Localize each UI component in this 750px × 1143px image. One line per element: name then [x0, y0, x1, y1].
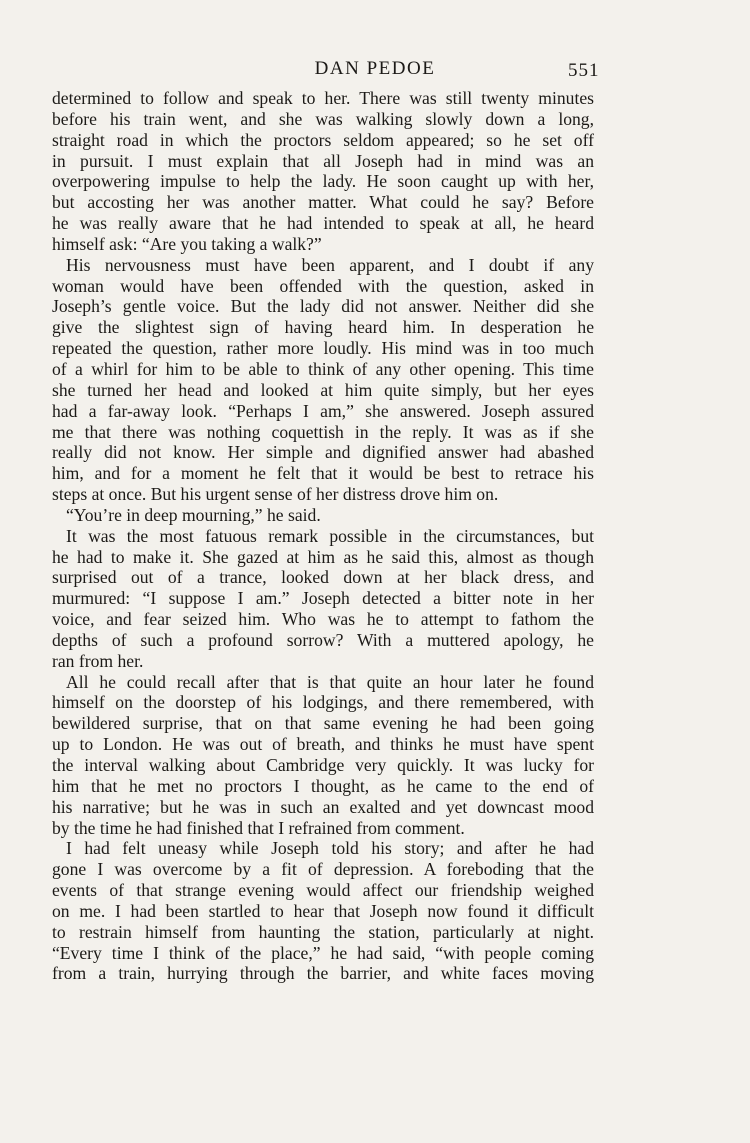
- text-line: to restrain himself from haunting the station, particularly at night.: [52, 921, 594, 942]
- text-line: “Every time I think of the place,” he had said, “with people coming: [52, 942, 594, 963]
- text-line: overpowering impulse to help the lady. He soon caught up with her,: [52, 171, 594, 192]
- text-line: surprised out of a trance, looked down at her black dress, and: [52, 567, 594, 588]
- text-line: voice, and fear seized him. Who was he to attempt to fathom the: [52, 609, 594, 630]
- text-line: but accosting her was another matter. What could he say? Before: [52, 192, 594, 213]
- text-line: really did not know. Her simple and dignified answer had abashed: [52, 442, 594, 463]
- text-line: depths of such a profound sorrow? With a muttered apology, he: [52, 629, 594, 650]
- text-line: from a train, hurrying through the barrier, and white faces moving: [52, 963, 594, 984]
- text-line: before his train went, and she was walking slowly down a long,: [52, 108, 594, 129]
- text-line: ran from her.: [52, 650, 144, 671]
- text-line: him that he met no proctors I thought, as he came to the end of: [52, 775, 594, 796]
- text-line: give the slightest sign of having heard him. In desperation he: [52, 317, 594, 338]
- text-line: straight road in which the proctors seldom appeared; so he set off: [52, 129, 594, 150]
- text-line: “You’re in deep mourning,” he said.: [66, 504, 321, 525]
- text-line: up to London. He was out of breath, and thinks he must have spent: [52, 734, 594, 755]
- text-line: had a far-away look. “Perhaps I am,” she answered. Joseph assured: [52, 400, 594, 421]
- text-line: the interval walking about Cambridge very quickly. It was lucky for: [52, 755, 594, 775]
- text-line: on me. I had been startled to hear that Joseph now found it difficult: [52, 900, 594, 921]
- text-line: in pursuit. I must explain that all Joseph had in mind was an: [52, 150, 594, 171]
- text-line: bewildered surprise, that on that same evening he had been going: [52, 713, 594, 734]
- text-line: Joseph’s gentle voice. But the lady did not answer. Neither did she: [52, 296, 594, 317]
- text-line: he had to make it. She gazed at him as he said this, almost as though: [52, 546, 594, 567]
- text-line: of a whirl for him to be able to think of any other opening. This time: [52, 358, 594, 379]
- text-line: woman would have been offended with the question, asked in: [52, 275, 594, 296]
- text-line: his narrative; but he was in such an exalted and yet downcast mood: [52, 796, 594, 817]
- text-line: him, and for a moment he felt that it would be best to retrace his: [52, 463, 594, 484]
- text-line: repeated the question, rather more loudly. His mind was in too much: [52, 338, 594, 359]
- text-line: murmured: “I suppose I am.” Joseph detected a bitter note in her: [52, 588, 594, 609]
- text-line: by the time he had finished that I refrained from comment.: [52, 817, 465, 838]
- text-line: determined to follow and speak to her. There was still twenty minutes: [52, 88, 594, 108]
- text-line: she turned her head and looked at him quite simply, but her eyes: [52, 379, 594, 400]
- text-line: events of that strange evening would affect our friendship weighed: [52, 880, 594, 901]
- text-line: himself on the doorstep of his lodgings, and there remembered, with: [52, 692, 594, 713]
- text-line: It was the most fatuous remark possible in the circumstances, but: [66, 525, 594, 546]
- text-line: he was really aware that he had intended to speak at all, he heard: [52, 213, 594, 234]
- page-number: 551: [568, 60, 600, 81]
- body-text: [52, 88, 594, 984]
- text-line: His nervousness must have been apparent, and I doubt if any: [66, 254, 594, 275]
- running-header-title: DAN PEDOE: [314, 58, 436, 79]
- text-line: I had felt uneasy while Joseph told his story; and after he had: [66, 838, 594, 859]
- text-line: himself ask: “Are you taking a walk?”: [52, 233, 322, 254]
- text-line: me that there was nothing coquettish in the reply. It was as if she: [52, 421, 594, 442]
- text-line: gone I was overcome by a fit of depression. A foreboding that the: [52, 859, 594, 880]
- text-line: steps at once. But his urgent sense of her distress drove him on.: [52, 484, 499, 505]
- text-line: All he could recall after that is that quite an hour later he found: [66, 671, 594, 692]
